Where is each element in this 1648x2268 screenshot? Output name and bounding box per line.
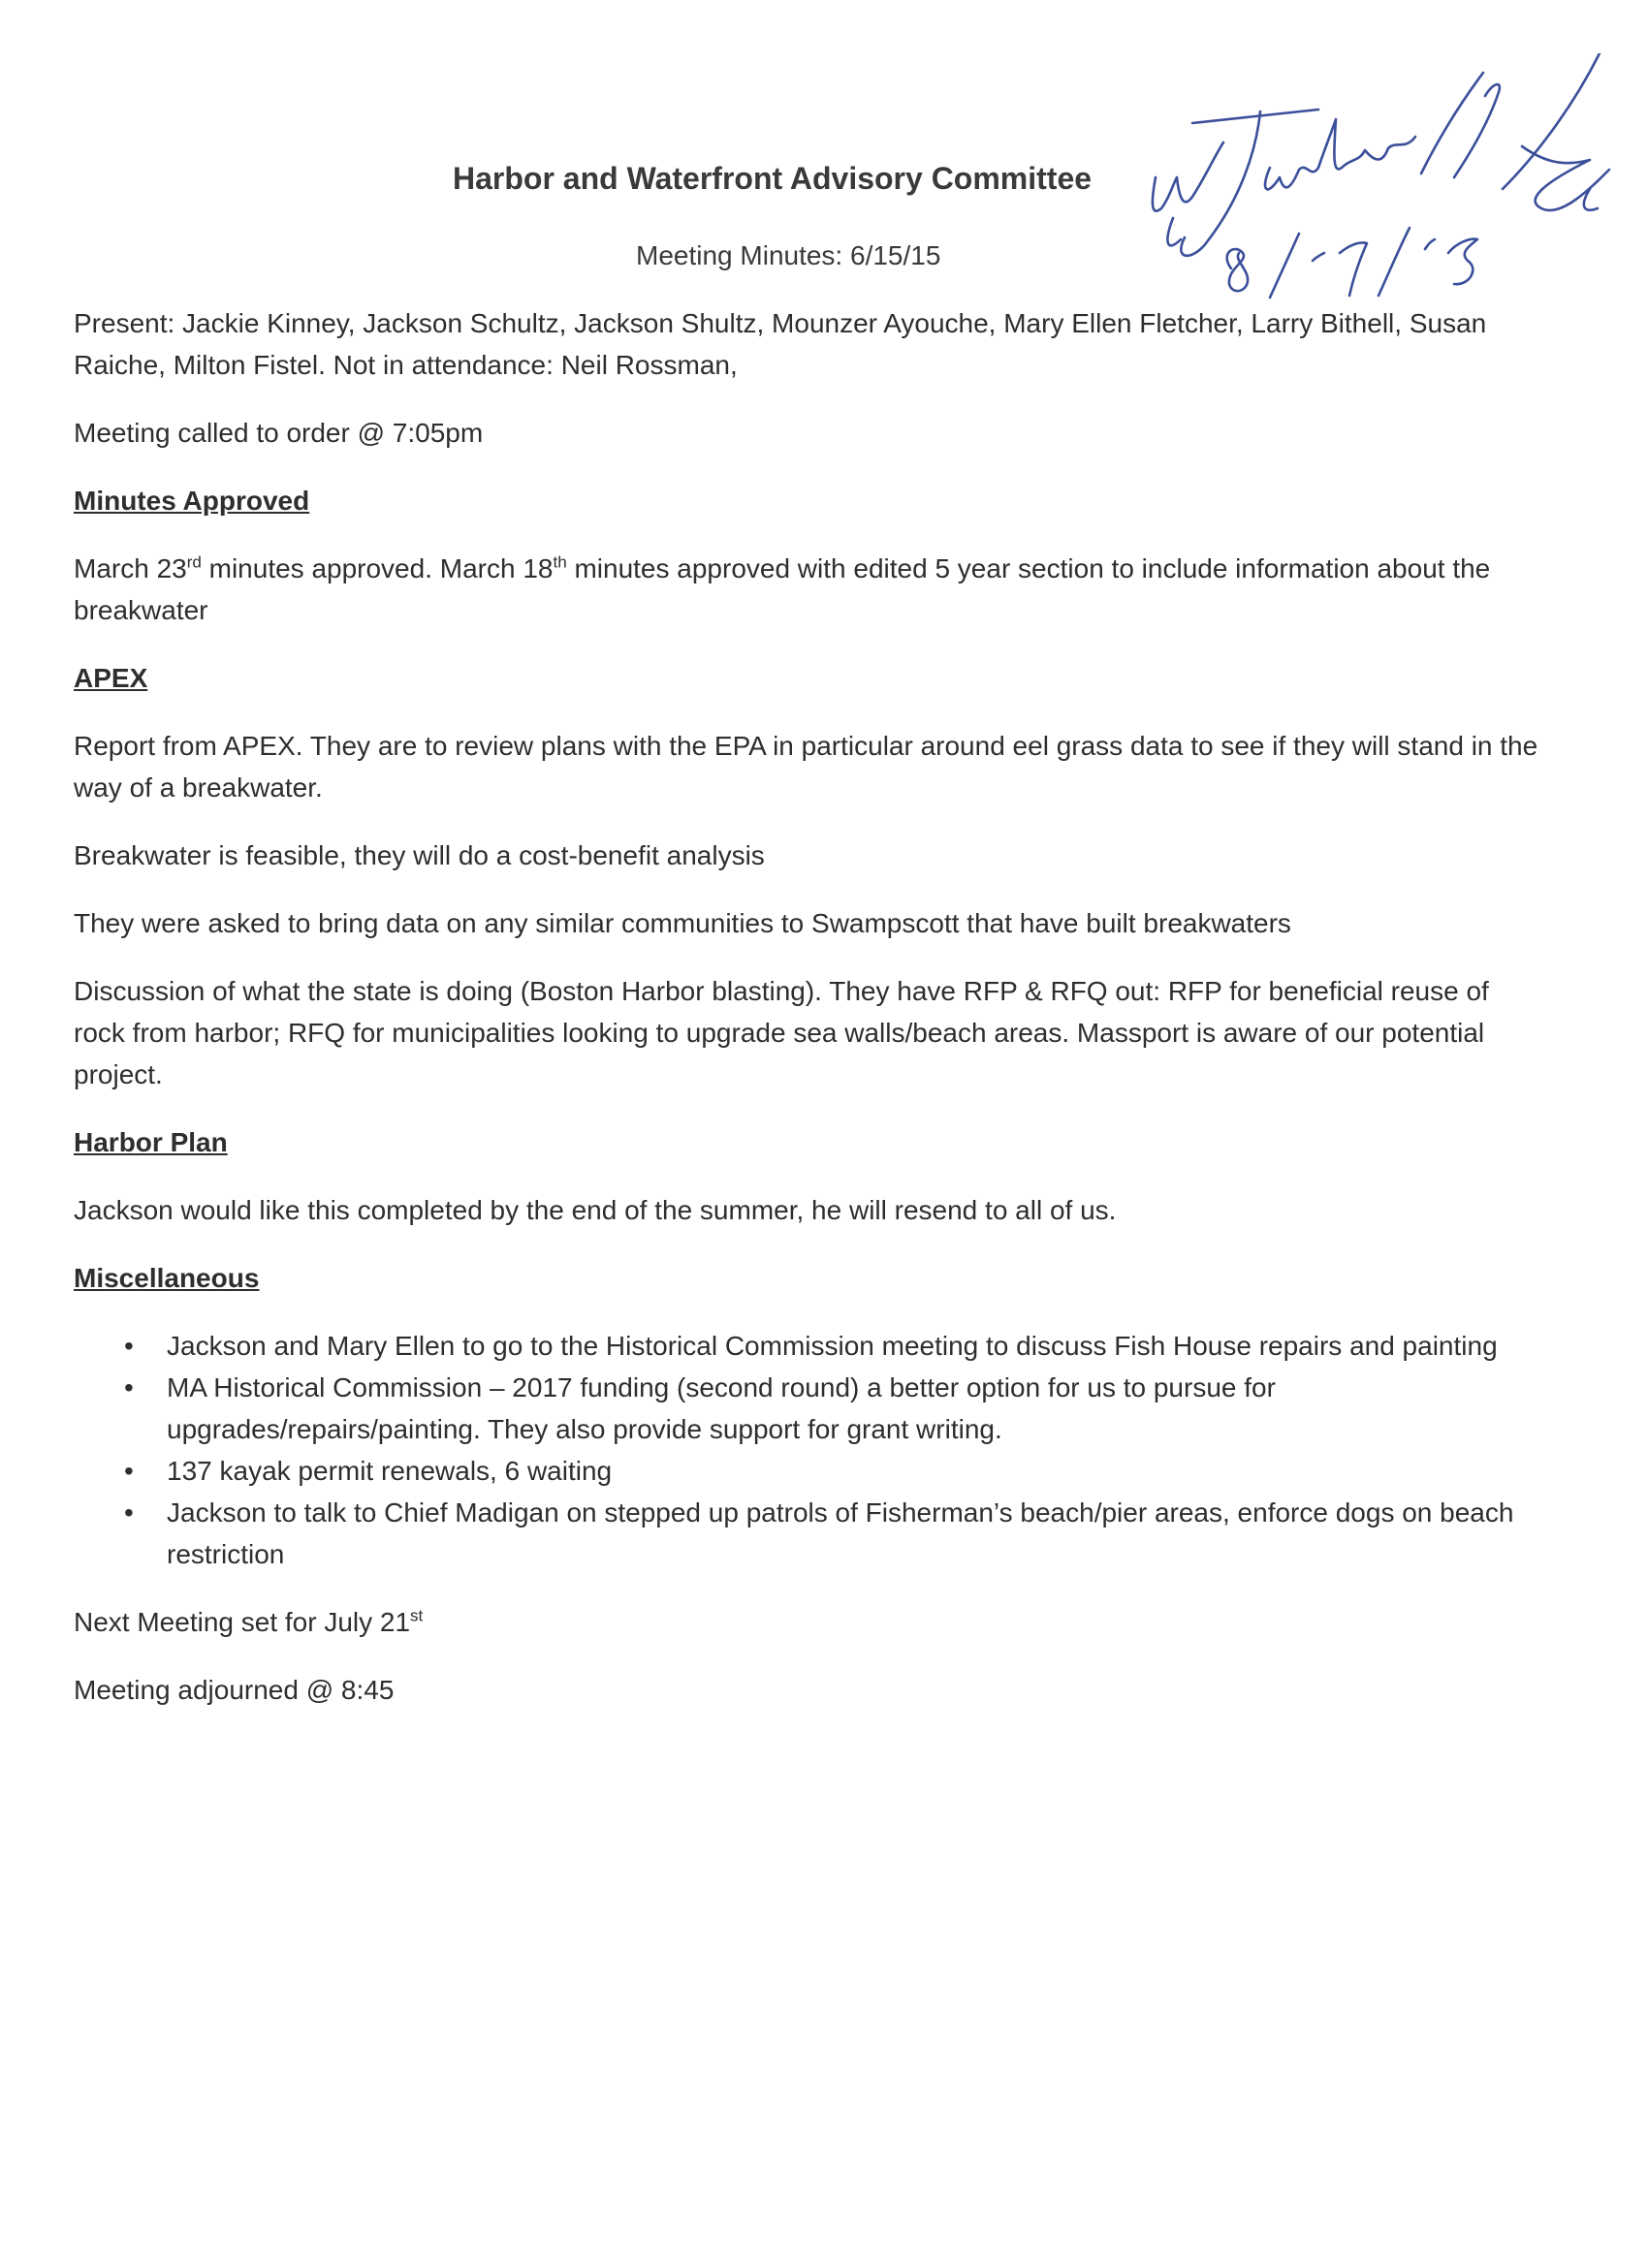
heading-miscellaneous: Miscellaneous xyxy=(74,1263,260,1293)
apex-paragraph-1: Report from APEX. They are to review plans with the EPA in particular around eel grass data to see if they will stand in the way of a breakwater. xyxy=(74,731,1538,803)
next-meeting xyxy=(74,1601,1547,1643)
miscellaneous-list xyxy=(74,1325,1547,1575)
minutes-text-2: minutes approved. March 18 xyxy=(201,553,554,583)
minutes-text-3: minutes approved with edited 5 year section to include information about the breakwater xyxy=(74,553,1491,625)
list-item-text: Jackson and Mary Ellen to go to the Historical Commission meeting to discuss Fish House repairs and painting xyxy=(167,1331,1498,1361)
list-item xyxy=(74,1492,1547,1575)
bullet-icon: • xyxy=(124,1331,134,1361)
handwritten-signature xyxy=(1134,53,1619,315)
list-item-text: 137 kayak permit renewals, 6 waiting xyxy=(167,1456,613,1486)
bullet-icon: • xyxy=(124,1497,134,1528)
minutes-text-1: March 23 xyxy=(74,553,187,583)
list-item xyxy=(74,1450,1547,1492)
attendance-paragraph: Present: Jackie Kinney, Jackson Schultz, Jackson Shultz, Mounzer Ayouche, Mary Ellen Fletcher, Larry Bithell, Susan Raiche, Milton Fistel. Not in attendance: Neil Rossman, xyxy=(74,308,1487,380)
apex-paragraph-4: Discussion of what the state is doing (Boston Harbor blasting). They have RFP & RFQ out: RFP for beneficial reuse of rock from harbor; RFQ for municipalities looking to upgrade sea walls/beach areas. Massport is aware of our potential project. xyxy=(74,976,1489,1089)
list-item-text: Jackson to talk to Chief Madigan on stepped up patrols of Fisherman’s beach/pier areas, enforce dogs on beach restriction xyxy=(167,1497,1514,1569)
ordinal-suffix: st xyxy=(410,1606,424,1625)
ordinal-suffix: rd xyxy=(186,552,202,572)
harbor-plan-paragraph: Jackson would like this completed by the end of the summer, he will resend to all of us. xyxy=(74,1195,1117,1225)
meeting-adjourned: Meeting adjourned @ 8:45 xyxy=(74,1675,395,1705)
list-item xyxy=(74,1367,1547,1450)
meeting-date-subtitle: Meeting Minutes: 6/15/15 xyxy=(636,240,941,270)
bullet-icon: • xyxy=(124,1456,134,1486)
bullet-icon: • xyxy=(124,1372,134,1402)
list-item-text: MA Historical Commission – 2017 funding (second round) a better option for us to pursue for upgrades/repairs/painting. They also provide support for grant writing. xyxy=(167,1372,1276,1444)
minutes-approved-paragraph xyxy=(74,548,1547,631)
heading-minutes-approved: Minutes Approved xyxy=(74,486,310,516)
heading-harbor-plan: Harbor Plan xyxy=(74,1127,228,1157)
heading-apex: APEX xyxy=(74,663,148,693)
call-to-order: Meeting called to order @ 7:05pm xyxy=(74,418,484,448)
list-item xyxy=(74,1325,1547,1367)
page-title: Harbor and Waterfront Advisory Committee xyxy=(453,161,1093,196)
apex-paragraph-3: They were asked to bring data on any similar communities to Swampscott that have built breakwaters xyxy=(74,908,1291,938)
ordinal-suffix: th xyxy=(553,552,567,572)
minutes-body xyxy=(74,302,1547,1737)
next-meeting-text: Next Meeting set for July 21 xyxy=(74,1607,411,1637)
apex-paragraph-2: Breakwater is feasible, they will do a cost-benefit analysis xyxy=(74,840,765,870)
